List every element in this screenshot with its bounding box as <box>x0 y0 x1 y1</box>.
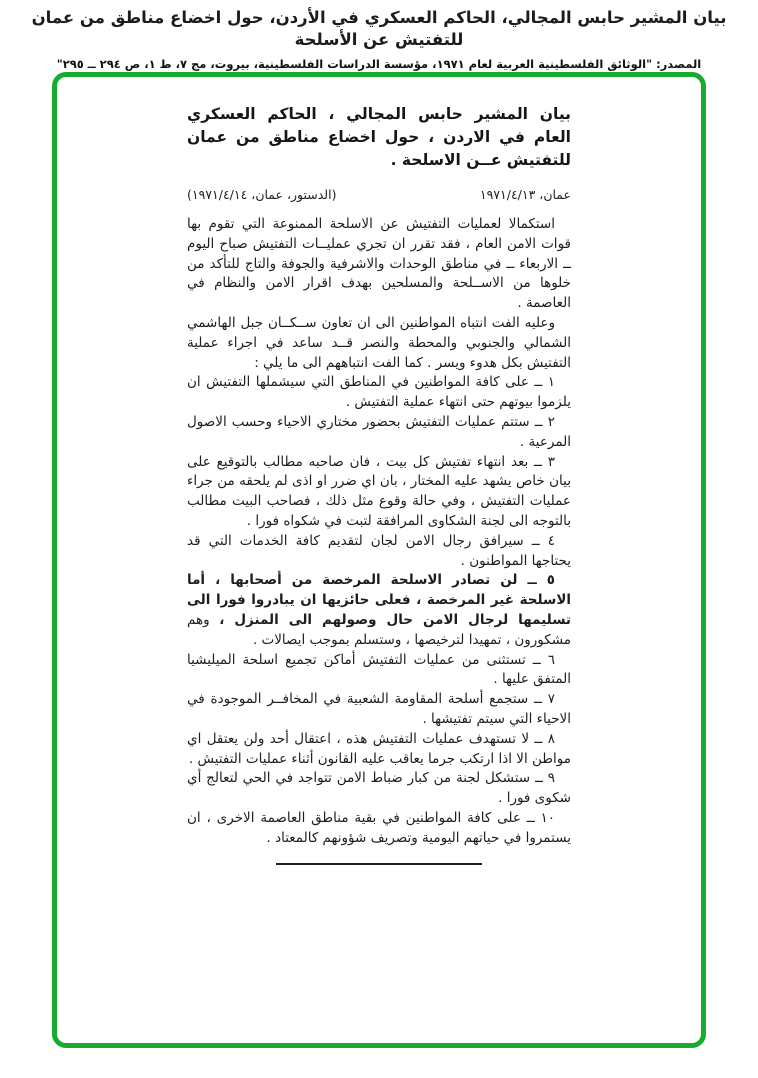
list-item-1: ١ ــ على كافة المواطنين في المناطق التي سيشملها التفتيش ان يلزموا بيوتهم حتى انتهاء عملية التفتيش . <box>187 374 571 411</box>
list-item-5-bold-lead: ٥ ــ لن تصادر الاسلحة المرخصة من أصحابها ، أما الاسلحة غير المرخصة ، فعلى حائزيها ان يبادروا فورا الى تسليمها لرجال الامن حال وصولهم الى المنزل ، <box>187 572 572 628</box>
scanned-document-frame <box>52 72 706 1048</box>
list-item-7: ٧ ــ ستجمع أسلحة المقاومة الشعبية في المخافــر الموجودة في الاحياء التي سيتم تفتيشها . <box>187 691 571 727</box>
document-title: بيان المشير حابس المجالي ، الحاكم العسكري العام في الاردن ، حول اخضاع مناطق من عمان للتفتيش عــن الاسلحة . <box>187 105 571 169</box>
dateline-place-date: عمان، ١٩٧١/٤/١٣ <box>479 187 571 202</box>
page-header <box>0 0 758 71</box>
list-item-3: ٣ ــ بعد انتهاء تفتيش كل بيت ، فان صاحبه مطالب بالتوقيع على بيان خاص يشهد عليه المختار ، بان اي ضرر او اذى لم يلحقه من جراء عمليات التفتيش ، وفي حالة وقوع مثل ذلك ، فصاحب البيت مطالب بالتوجه الى لجنة الشكاوى المرافقة لتبت في شكواه فورا . <box>187 453 571 529</box>
dateline-row <box>187 187 571 202</box>
document-text-column <box>187 103 571 865</box>
dateline-source-ref: (الدستور، عمان، ١٩٧١/٤/١٤) <box>187 187 337 202</box>
list-item-2: ٢ ــ ستتم عمليات التفتيش بحضور مختاري الاحياء وحسب الاصول المرعية . <box>187 413 571 450</box>
source-citation: المصدر: "الوثائق الفلسطينية العربية لعام ١٩٧١، مؤسسة الدراسات الفلسطينية، بيروت، مج ٧، ط ١، ص ٢٩٤ ــ ٢٩٥" <box>56 56 702 71</box>
paragraph-intro: استكمالا لعمليات التفتيش عن الاسلحة الممنوعة التي تقوم بها قوات الامن العام ، فقد تقرر ان تجري عمليــات التفتيش صباح اليوم ــ الاربعاء ــ في مناطق الوحدات والاشرفية والجوفة والتاج للتأكد من خلوها من الاســلحة والمسلحين بهدف اقرار الامن والنظام في العاصمة . <box>187 216 571 312</box>
list-item-5 <box>187 571 571 650</box>
page-title: بيان المشير حابس المجالي، الحاكم العسكري في الأردن، حول اخضاع مناطق من عمان للتفتيش عن الأسلحة <box>31 8 727 50</box>
end-divider-rule <box>276 863 482 865</box>
list-item-8: ٨ ــ لا تستهدف عمليات التفتيش هذه ، اعتقال أحد ولن يعتقل اي مواطن الا اذا ارتكب جرما يعاقب عليه القانون أثناء عمليات التفتيش . <box>187 730 571 767</box>
document-body <box>187 215 571 849</box>
list-item-9: ٩ ــ ستشكل لجنة من كبار ضباط الامن تتواجد في الحي لتعالج أي شكوى فورا . <box>187 770 571 807</box>
list-item-5-rest: وهم مشكورون ، تمهيدا لترخيصها ، وستسلم بموجب ايصالات . <box>187 611 571 648</box>
list-item-4: ٤ ــ سيرافق رجال الامن لجان لتقديم كافة الخدمات التي قد يحتاجها المواطنون . <box>187 532 571 569</box>
paragraph-notice: وعليه الفت انتباه المواطنين الى ان تعاون ســكــان جبل الهاشمي الشمالي والجنوبي والمحطة والنصر قــد ساعد في اجراء عملية التفتيش بكل هدوء ويسر . كما الفت انتباههم الى ما يلي : <box>187 314 571 371</box>
list-item-10: ١٠ ــ على كافة المواطنين في بقية مناطق العاصمة الاخرى ، ان يستمروا في حياتهم اليومية وتصريف شؤونهم كالمعتاد . <box>187 809 571 846</box>
list-item-6: ٦ ــ تستثنى من عمليات التفتيش أماكن تجميع اسلحة الميليشيا المتفق عليها . <box>187 651 571 688</box>
